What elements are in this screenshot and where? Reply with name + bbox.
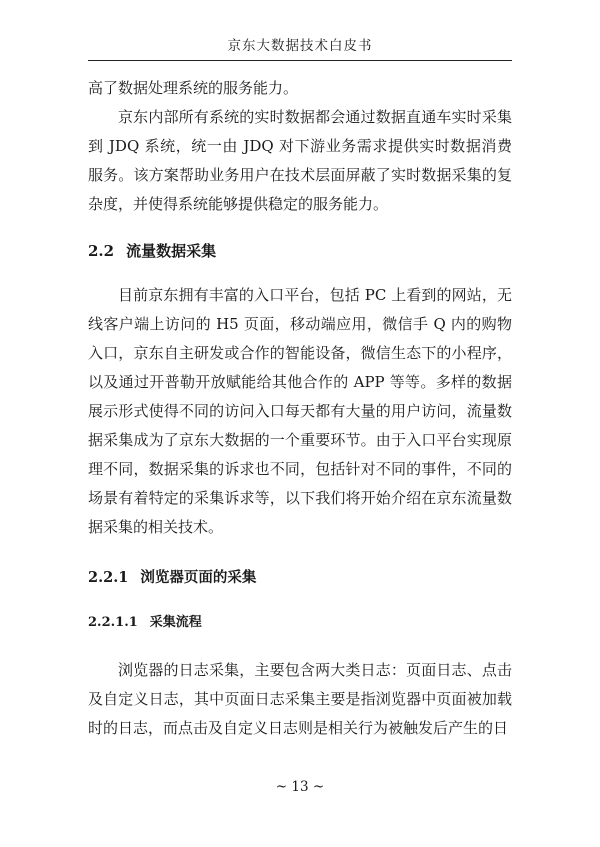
page-number: ~ 13 ~ [275, 779, 325, 795]
page-body [88, 74, 512, 743]
paragraph-traffic-data: 目前京东拥有丰富的入口平台，包括 PC 上看到的网站，无线客户端上访问的 H5 页面，移动端应用，微信手 Q 内的购物入口，京东自主研发或合作的智能设备，微信生态下的小程序，以及通过开普勒开放赋能给其他合作的 APP 等等。多样的数据展示形式使得不同的访问入口每天都有大量的用户访问，流量数据采集成为了京东大数据的一个重要环节。由于入口平台实现原理不同，数据采集的诉求也不同，包括针对不同的事件，不同的场景有着特定的采集诉求等，以下我们将开始介绍在京东流量数据采集的相关技术。 [88, 286, 512, 536]
paragraph-realtime-data: 京东内部所有系统的实时数据都会通过数据直通车实时采集到 JDQ 系统，统一由 JDQ 对下游业务需求提供实时数据消费服务。该方案帮助业务用户在技术层面屏蔽了实时数据采集的复杂度，并使得系统能够提供稳定的服务能力。 [88, 108, 512, 213]
section-heading-2-2-1-1 [88, 611, 512, 630]
section-number: 2.2 [88, 242, 115, 260]
section-number: 2.2.1.1 [88, 615, 138, 630]
section-title: 浏览器页面的采集 [140, 569, 257, 586]
section-title: 采集流程 [149, 615, 202, 630]
paragraph-browser-log: 浏览器的日志采集，主要包含两大类日志：页面日志、点击及自定义日志，其中页面日志采集主要是指浏览器中页面被加载时的日志，而点击及自定义日志则是相关行为被触发后产生的日 [88, 661, 512, 737]
section-title: 流量数据采集 [126, 242, 217, 260]
section-number: 2.2.1 [88, 569, 129, 586]
paragraph-continued: 高了数据处理系统的服务能力。 [88, 79, 299, 97]
running-header: 京东大数据技术白皮书 [88, 34, 512, 61]
section-heading-2-2-1 [88, 566, 512, 587]
section-heading-2-2 [88, 240, 512, 261]
